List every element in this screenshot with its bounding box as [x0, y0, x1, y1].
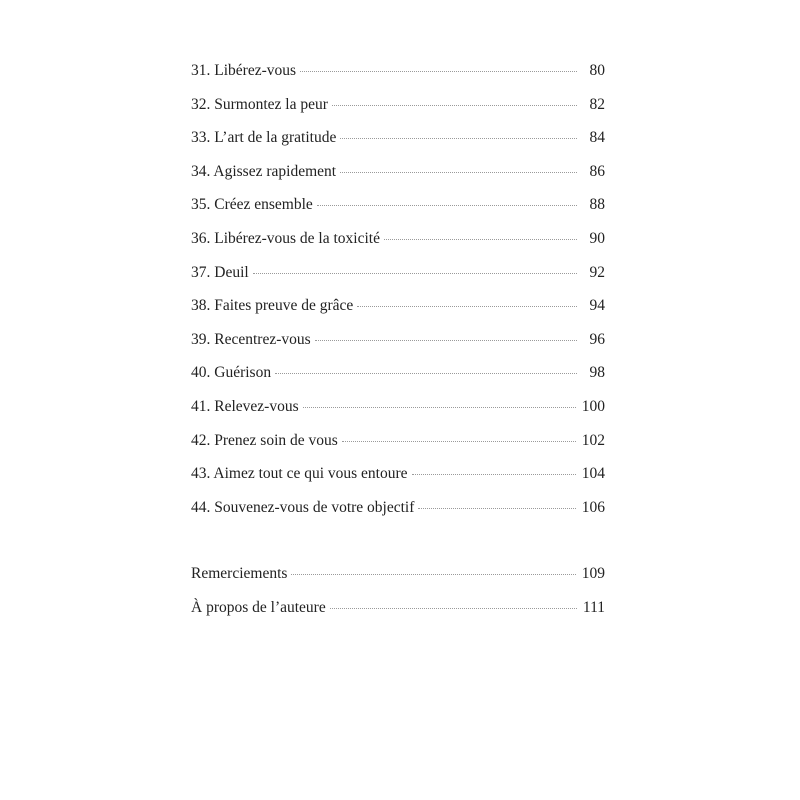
- dot-leader: [315, 340, 577, 341]
- entry-page-number: 100: [581, 397, 605, 415]
- dot-leader: [340, 172, 577, 173]
- entry-page-number: 106: [581, 498, 605, 516]
- entry-page-number: 98: [589, 364, 605, 382]
- dot-leader: [300, 71, 577, 72]
- entry-page-number: 96: [589, 330, 605, 348]
- dot-leader: [418, 508, 575, 509]
- entry-title: 44. Souvenez-vous de votre objectif: [191, 498, 415, 516]
- entry-page-number: 102: [581, 431, 605, 449]
- entry-title: 36. Libérez-vous de la toxicité: [191, 229, 380, 247]
- toc-entry: [191, 463, 605, 497]
- toc-entry: [191, 60, 605, 94]
- entry-title: 33. L’art de la gratitude: [191, 129, 337, 147]
- back-matter-list: [191, 563, 605, 630]
- toc-entry: [191, 262, 605, 296]
- entry-title: 39. Recentrez-vous: [191, 330, 311, 348]
- entry-page-number: 94: [589, 297, 605, 315]
- entry-title: 43. Aimez tout ce qui vous entoure: [191, 465, 408, 483]
- entry-page-number: 86: [589, 162, 605, 180]
- dot-leader: [275, 373, 577, 374]
- toc-entry: [191, 228, 605, 262]
- toc-entry: [191, 597, 605, 631]
- entry-title: 35. Créez ensemble: [191, 196, 313, 214]
- chapter-list: [191, 60, 605, 530]
- entry-page-number: 82: [589, 95, 605, 113]
- dot-leader: [384, 239, 577, 240]
- toc-entry: [191, 161, 605, 195]
- entry-title: Remerciements: [191, 565, 288, 582]
- dot-leader: [317, 205, 577, 206]
- dot-leader: [253, 273, 577, 274]
- toc-entry: [191, 94, 605, 128]
- entry-title: À propos de l’auteure: [191, 598, 326, 616]
- entry-title: 38. Faites preuve de grâce: [191, 297, 354, 315]
- entry-title: 31. Libérez-vous: [191, 62, 297, 79]
- toc-entry: [191, 430, 605, 464]
- toc-entry: [191, 396, 605, 430]
- toc-entry: [191, 362, 605, 396]
- entry-title: 32. Surmontez la peur: [191, 95, 328, 113]
- entry-page-number: 92: [589, 263, 605, 281]
- entry-page-number: 90: [589, 229, 605, 247]
- toc-entry: [191, 127, 605, 161]
- dot-leader: [291, 574, 575, 575]
- dot-leader: [412, 474, 576, 475]
- dot-leader: [332, 105, 577, 106]
- entry-title: 42. Prenez soin de vous: [191, 431, 338, 449]
- dot-leader: [340, 138, 577, 139]
- entry-title: 41. Relevez-vous: [191, 397, 299, 415]
- toc-entry: [191, 497, 605, 531]
- dot-leader: [303, 407, 576, 408]
- entry-page-number: 109: [581, 565, 605, 582]
- toc-entry: [191, 329, 605, 363]
- entry-page-number: 88: [589, 196, 605, 214]
- toc-entry: [191, 563, 605, 597]
- dot-leader: [330, 608, 577, 609]
- entry-page-number: 111: [582, 598, 605, 616]
- entry-page-number: 80: [589, 62, 605, 79]
- entry-page-number: 84: [589, 129, 605, 147]
- dot-leader: [342, 441, 576, 442]
- dot-leader: [357, 306, 577, 307]
- toc-entry: [191, 295, 605, 329]
- entry-title: 34. Agissez rapidement: [191, 162, 337, 180]
- entry-page-number: 104: [581, 465, 605, 483]
- toc-entry: [191, 194, 605, 228]
- entry-title: 37. Deuil: [191, 263, 249, 281]
- entry-title: 40. Guérison: [191, 364, 272, 382]
